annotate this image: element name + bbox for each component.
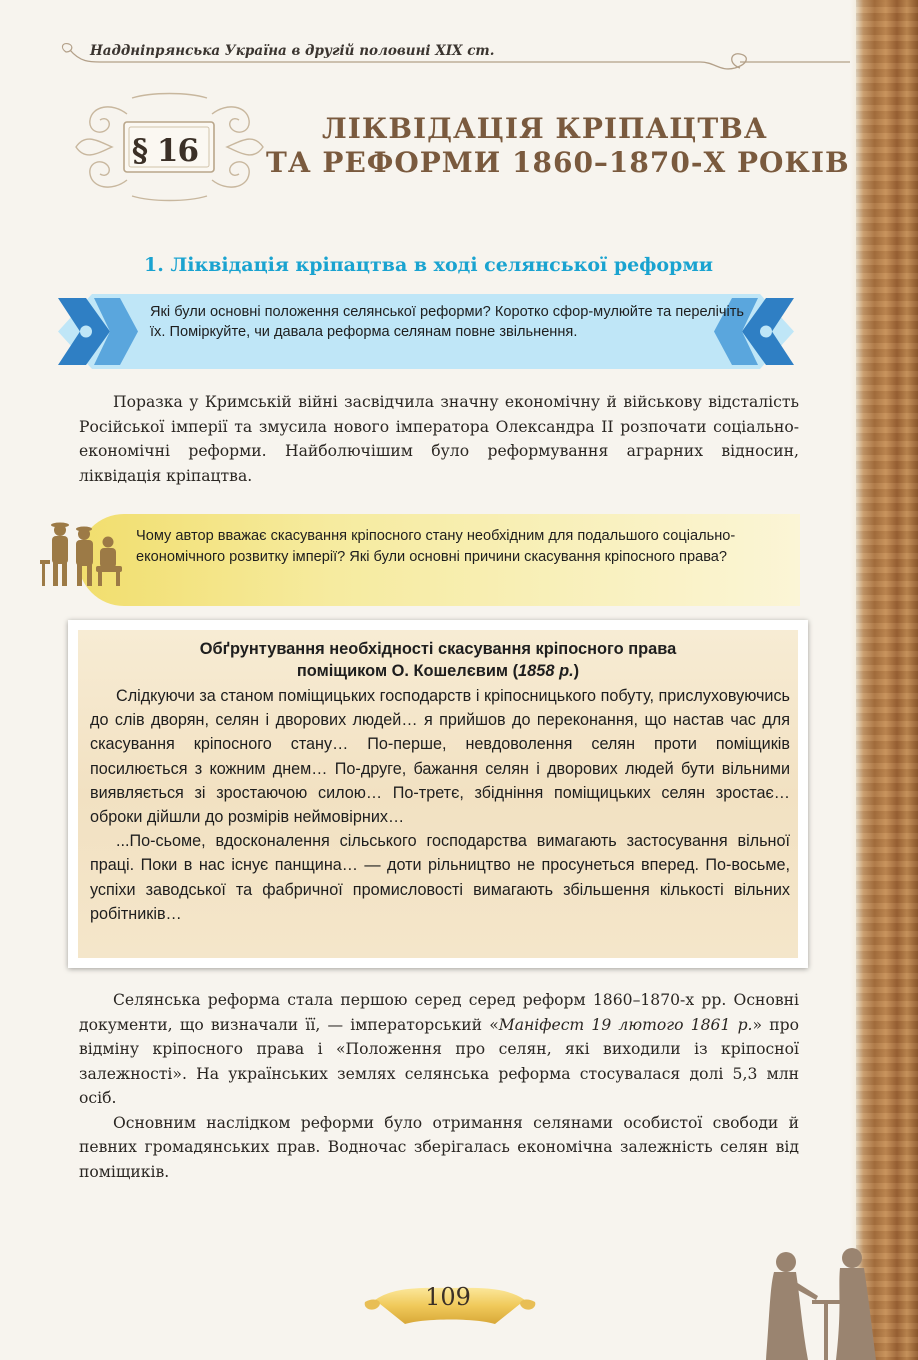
source-document-title-close: ) <box>573 662 580 680</box>
body-paragraph-2-part2: » про відміну кріпосного права і «Положення про селян, які виходили із кріпосної залежності». На українських землях селянська реформа стосувалася долі 5,3 млн осіб. <box>79 1015 800 1107</box>
source-document-year: 1858 р. <box>518 662 574 680</box>
body-paragraph-3-text: Основним наслідком реформи було отримання селянами особистої свободи й певних громадянських прав. Водночас зберігалась економічна залежність селян від поміщиків. <box>79 1113 799 1181</box>
discussion-people-icon <box>36 520 136 590</box>
wooden-edge-decoration <box>856 0 918 1360</box>
chapter-title-line1: ЛІКВІДАЦІЯ КРІПАЦТВА <box>322 112 768 145</box>
body-paragraph-1 <box>79 390 799 488</box>
source-document-paragraph-2: ...По-сьоме, вдосконалення сільського господарства вимагають застосування вільної праці. Поки в нас існує панщина… — доти рільництво не просунеться вперед. По-восьме, успіхи заводської та фабричної промисловості вимагають збільшення кількості вільних робітників… <box>90 832 790 923</box>
page-number: 109 <box>425 1283 471 1311</box>
running-header: Наддніпрянська Україна в другій половині XIX ст. <box>90 43 495 59</box>
source-document-title-line1: Обґрунтування необхідності скасування кріпосного права <box>199 640 677 658</box>
body-paragraph-1-text: Поразка у Кримській війні засвідчила значну економічну й військову відсталість Російської імперії та змусила нового імператора Олександра II розпочати соціально-економічні реформи. Найболючішим було реформування аграрних відносин, ліквідація кріпацтва. <box>79 393 799 485</box>
manifest-title: Маніфест 19 лютого 1861 р. <box>498 1015 753 1034</box>
chapter-title-line2: ТА РЕФОРМИ 1860–1870-Х РОКІВ <box>266 146 850 179</box>
silhouette-decoration <box>752 1238 882 1360</box>
body-paragraph-2-part1: Селянська реформа стала першою серед серед реформ 1860–1870-х рр. Основні документи, що визначали її, — імператорський « <box>79 991 799 1034</box>
discussion-box-text: Чому автор вважає скасування кріпосного стану необхідним для подальшого соціально-економічного розвитку імперії? Які були основні причини скасування кріпосного права? <box>136 528 736 565</box>
section-heading: 1. Ліквідація кріпацтва в ході селянської реформи <box>144 254 713 276</box>
source-document-title-line2 <box>68 660 808 682</box>
question-box-text: Які були основні положення селянської реформи? Коротко сфор-мулюйте та перелічіть їх. Поміркуйте, чи давала реформа селянам повне звільнення. <box>150 304 745 340</box>
source-document-author: поміщиком О. Кошелєвим ( <box>296 662 519 680</box>
source-document-card <box>68 620 808 968</box>
body-paragraph-2 <box>79 988 799 1184</box>
paragraph-badge: § 16 <box>131 133 199 169</box>
source-document-paragraph-1: Слідкуючи за станом поміщицьких господарств і кріпосницького побуту, прислуховуючись до слів дворян, селян і дворових людей… я прийшов до переконання, що настав час для скасування кріпосного стану… По-перше, невдоволення селян проти поміщиків посилюється з кожним днем… По-друге, бажання селян і дворових людей бути вільними виявляється зі зростаючою силою… По-третє, збіднiння поміщицьких селян зростає… оброки дійшли до розмірів неймовірних… <box>90 687 790 827</box>
body-paragraph-2-text <box>79 988 799 1111</box>
source-document-body <box>90 684 790 926</box>
source-document-title <box>68 638 808 682</box>
